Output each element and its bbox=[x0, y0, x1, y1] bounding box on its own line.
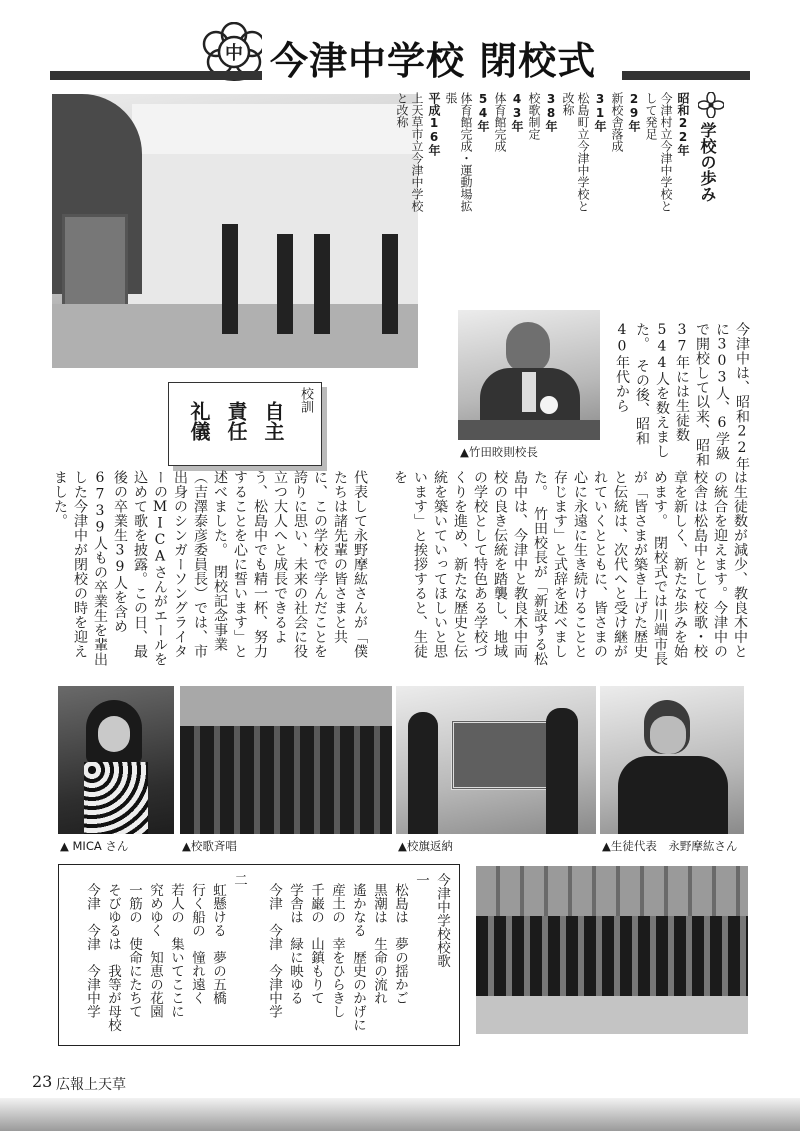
song-line: そびゆるは 我等が母校 bbox=[105, 883, 121, 1032]
history-entry bbox=[394, 92, 441, 222]
history-year: 54年 bbox=[476, 92, 490, 132]
school-song-photo bbox=[180, 686, 392, 834]
song-line: 黒潮は 生命の流れ bbox=[371, 883, 387, 1005]
article-paragraph: 代表して永野摩紘さんが「僕たちは諸先輩の皆さまと共に、この学校で学んだことを誇りに思い、未来の社会に役立つ大人へと成長できるよう、松島中でも精一杯、努力することを心に誓います」と述べました。 閉校記念事業（吉澤泰彦委員長）では、市出身のシンガーソングライターのMICAさんがエールを込めて歌を披露。この日、最後の卒業生39人を含め6739人もの卒業生を輩出した今津中が閉校の時を迎えました。 bbox=[52, 470, 368, 667]
history-year: 昭和22年 bbox=[676, 92, 690, 156]
history-entry bbox=[443, 92, 490, 222]
history-entry bbox=[492, 92, 524, 222]
song-line: 若人の 集いてここに bbox=[168, 883, 184, 1018]
principal-photo bbox=[458, 310, 600, 440]
emblem-character: 中 bbox=[225, 43, 243, 64]
history-text: 校歌制定 bbox=[527, 92, 541, 140]
song-line: 遙かなる 歴史のかげに bbox=[350, 883, 366, 1032]
motto-item: 礼儀 bbox=[187, 401, 211, 441]
page-title: 今津中学校 閉校式 bbox=[270, 39, 597, 83]
history-text: 体育館完成・運動場拡張 bbox=[444, 92, 473, 212]
motto-label: 校訓 bbox=[298, 387, 313, 413]
history-year: 平成16年 bbox=[427, 92, 441, 156]
page-number: 23 bbox=[32, 1072, 53, 1091]
footer-bar bbox=[0, 1098, 800, 1131]
mica-caption: ▲ MICA さん bbox=[60, 839, 129, 853]
flag-return-caption: ▲校旗返納 bbox=[398, 839, 453, 853]
publication-name: 広報上天草 bbox=[56, 1077, 126, 1093]
history-year: 31年 bbox=[593, 92, 607, 132]
student-rep-photo bbox=[600, 686, 744, 834]
page-footer bbox=[0, 1068, 800, 1131]
school-song-caption: ▲校歌斉唱 bbox=[182, 839, 237, 853]
history-year: 29年 bbox=[627, 92, 641, 132]
song-line: 松島は 夢の揺かご bbox=[392, 883, 408, 1005]
song-line: 行く船の 憧れ遠く bbox=[189, 883, 205, 1005]
ceremony-gym-photo bbox=[476, 866, 748, 1034]
song-line: 学舎は 緑に映ゆる bbox=[287, 883, 303, 1005]
article-column-1 bbox=[612, 322, 752, 472]
history-year: 43年 bbox=[510, 92, 524, 132]
motto-item: 責任 bbox=[224, 401, 248, 441]
page-header bbox=[0, 0, 800, 100]
song-line: 一筋の 使命にたちて bbox=[126, 883, 142, 1018]
verse-number: 二 bbox=[231, 873, 247, 887]
history-year: 38年 bbox=[544, 92, 558, 132]
student-rep-caption: ▲生徒代表 永野摩紘さん bbox=[602, 839, 738, 853]
history-section bbox=[395, 92, 752, 322]
verse-number: 一 bbox=[413, 873, 429, 887]
history-entry bbox=[560, 92, 607, 222]
history-entry bbox=[609, 92, 641, 222]
history-text: 上天草市立今津中学校と改称 bbox=[395, 92, 424, 212]
song-line: 産土の 幸をひらきし bbox=[329, 883, 345, 1018]
motto-item: 自主 bbox=[261, 401, 285, 441]
mica-photo bbox=[58, 686, 174, 834]
song-line: 究めゆく 知恵の花園 bbox=[147, 883, 163, 1018]
history-list bbox=[394, 92, 690, 222]
song-line: 虹懸ける 夢の五橋 bbox=[210, 883, 226, 1005]
history-text: 松島町立今津中学校と改称 bbox=[561, 92, 590, 212]
principal-caption: ▲竹田晈則校長 bbox=[460, 445, 538, 459]
motto-box bbox=[168, 382, 322, 466]
history-entry bbox=[526, 92, 558, 222]
song-line: 千巌の 山鎮もりて bbox=[308, 883, 324, 1005]
history-text: 新校舎落成 bbox=[610, 92, 624, 152]
school-building-photo bbox=[52, 94, 418, 368]
flag-return-photo bbox=[396, 686, 596, 834]
history-heading: 学校の歩み bbox=[698, 122, 717, 202]
history-text: 体育館完成 bbox=[493, 92, 507, 152]
song-line: 今津 今津 今津中学 bbox=[266, 883, 282, 1018]
article-paragraph: は生徒数が減少、教良木中との統合を迎えます。今津中の校舎は松島中として校歌・校章を新しく、新たな歩みを始めます。 閉校式では川端市長が「皆さまが築き上げた歴史と伝統は、次代へと受け継がれていくとともに、皆さまの心に永遠に生き続けることと存じます」と式辞を述べました。 竹田校長が「新設する松島中は、今津中と教良木中両校の良き伝統を踏襲し、地域の学校として特色ある学校づくりを進め、新たな歴史と伝統を築いていってほしいと思います」と挨拶すると、生徒を bbox=[392, 470, 748, 666]
history-text: 今津村立今津中学校として発足 bbox=[644, 92, 673, 212]
sakura-icon bbox=[698, 92, 724, 118]
article-column-3 bbox=[50, 470, 370, 670]
article-column-2 bbox=[380, 470, 750, 670]
history-entry bbox=[643, 92, 690, 222]
song-line: 今津 今津 今津中学 bbox=[84, 883, 100, 1018]
article-paragraph: 今津中は、昭和22年に303人、6学級で開校して以来、昭和37年には生徒数544人を数えました。 その後、昭和40年代から bbox=[614, 322, 750, 471]
school-song-box bbox=[58, 864, 460, 1046]
song-title: 今津中学校校歌 bbox=[434, 873, 450, 968]
